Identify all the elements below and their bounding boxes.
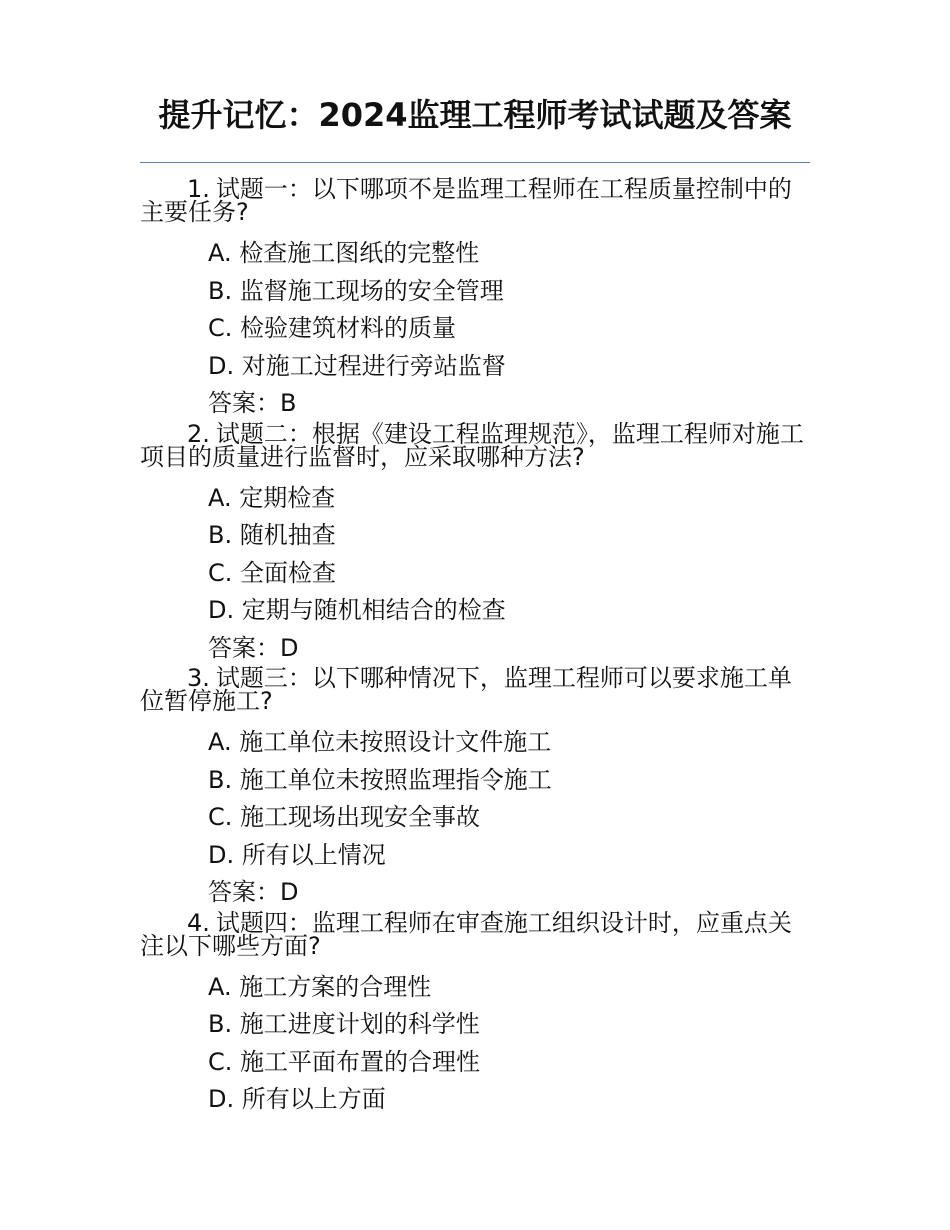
question-stem — [140, 908, 810, 960]
option-c: C. 全面检查 — [208, 558, 337, 587]
question-list — [140, 175, 810, 1119]
title-divider — [140, 162, 810, 163]
question-item — [140, 419, 810, 668]
option-d: D. 所有以上方面 — [208, 1085, 386, 1113]
question-number: 2. — [187, 419, 210, 448]
question-stem — [140, 175, 810, 226]
document-title: 提升记忆：2024监理工程师考试试题及答案 — [158, 96, 792, 134]
question-stem — [140, 419, 810, 471]
option-d: D. 所有以上情况 — [208, 840, 386, 869]
question-item — [140, 175, 810, 423]
option-a: A. 施工单位未按照设计文件施工 — [208, 728, 552, 756]
question-text: 试题三：以下哪种情况下，监理工程师可以要求施工单位暂停施工? — [140, 664, 792, 715]
question-stem — [140, 664, 810, 715]
option-b: B. 监督施工现场的安全管理 — [208, 276, 504, 305]
question-number: 1. — [187, 175, 210, 203]
question-item — [140, 664, 810, 912]
option-c: C. 检验建筑材料的质量 — [208, 314, 457, 342]
option-d: D. 对施工过程进行旁站监督 — [208, 351, 506, 380]
question-text: 试题四：监理工程师在审查施工组织设计时，应重点关注以下哪些方面? — [140, 908, 792, 960]
answer-line: 答案：D — [208, 633, 299, 662]
option-b: B. 施工单位未按照监理指令施工 — [208, 765, 552, 794]
question-text: 试题一：以下哪项不是监理工程师在工程质量控制中的主要任务? — [140, 175, 792, 226]
answer-line: 答案：D — [208, 878, 299, 906]
answer-line: 答案：B — [208, 389, 297, 417]
question-item — [140, 908, 810, 1119]
option-a: A. 施工方案的合理性 — [208, 972, 432, 1001]
option-c: C. 施工平面布置的合理性 — [208, 1047, 481, 1076]
option-b: B. 随机抽查 — [208, 521, 336, 549]
question-number: 3. — [187, 664, 210, 692]
option-a: A. 检查施工图纸的完整性 — [208, 239, 480, 267]
option-d: D. 定期与随机相结合的检查 — [208, 596, 506, 624]
question-text: 试题二：根据《建设工程监理规范》，监理工程师对施工项目的质量进行监督时，应采取哪种方法? — [140, 419, 804, 471]
question-number: 4. — [187, 908, 210, 937]
option-c: C. 施工现场出现安全事故 — [208, 803, 481, 831]
option-b: B. 施工进度计划的科学性 — [208, 1010, 480, 1038]
option-a: A. 定期检查 — [208, 483, 336, 512]
